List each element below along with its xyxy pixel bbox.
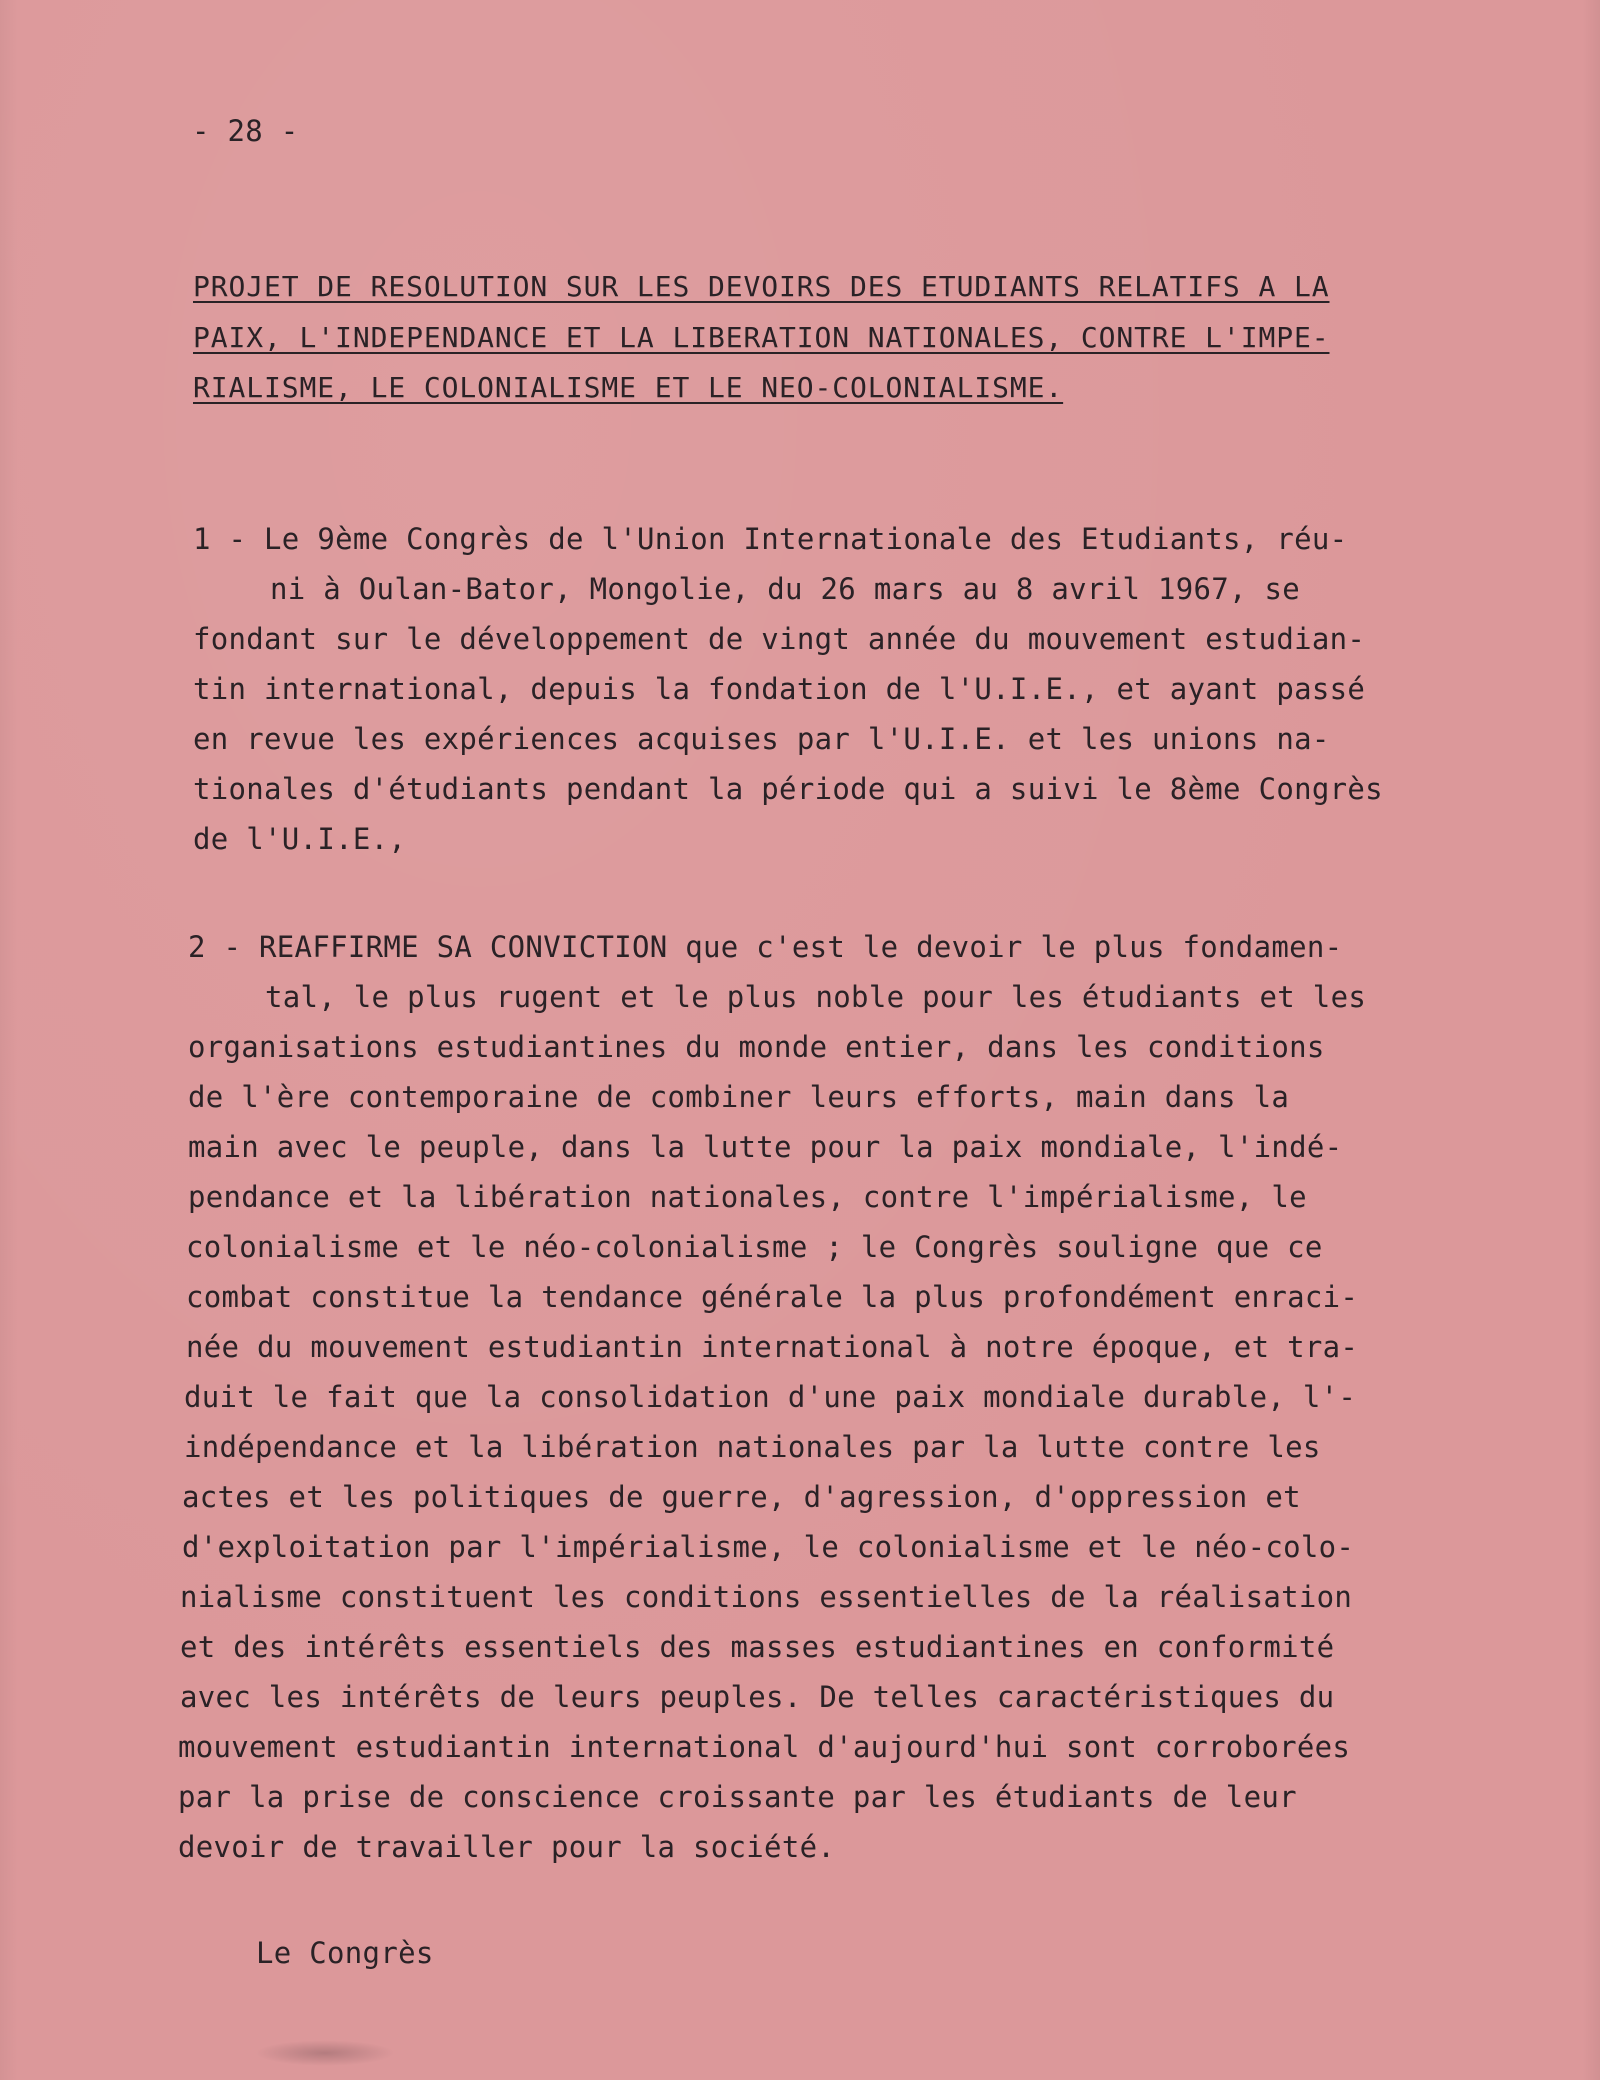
paragraph-line: d'exploitation par l'impérialisme, le colonialisme et le néo-colo- <box>182 1530 1355 1564</box>
paragraph-line: en revue les expériences acquises par l'U.I.E. et les unions na- <box>193 722 1330 756</box>
heading-line: PAIX, L'INDEPENDANCE ET LA LIBERATION NATIONALES, CONTRE L'IMPE- <box>193 321 1330 354</box>
paragraph-line: de l'ère contemporaine de combiner leurs efforts, main dans la <box>188 1080 1290 1114</box>
paragraph-line: de l'U.I.E., <box>193 822 407 856</box>
paragraph-line: ni à Oulan-Bator, Mongolie, du 26 mars au 8 avril 1967, se <box>270 572 1301 606</box>
smudge-mark <box>255 2040 395 2066</box>
paragraph-line: nialisme constituent les conditions essentielles de la réalisation <box>180 1580 1353 1614</box>
paragraph-line: main avec le peuple, dans la lutte pour la paix mondiale, l'indé- <box>188 1130 1343 1164</box>
page-number: - 28 - <box>192 114 299 148</box>
heading-line: PROJET DE RESOLUTION SUR LES DEVOIRS DES ETUDIANTS RELATIFS A LA <box>193 270 1330 303</box>
paragraph-line: actes et les politiques de guerre, d'agression, d'oppression et <box>182 1480 1301 1514</box>
closing-line: Le Congrès <box>256 1936 434 1970</box>
paragraph-line: et des intérêts essentiels des masses estudiantines en conformité <box>180 1630 1335 1664</box>
paragraph-line: née du mouvement estudiantin international à notre époque, et tra- <box>186 1330 1359 1364</box>
paragraph-line: 1 - Le 9ème Congrès de l'Union Internationale des Etudiants, réu- <box>193 522 1348 556</box>
paragraph-line: indépendance et la libération nationales par la lutte contre les <box>184 1430 1321 1464</box>
paragraph-line: tionales d'étudiants pendant la période qui a suivi le 8ème Congrès <box>193 772 1383 806</box>
paragraph-line: combat constitue la tendance générale la plus profondément enraci- <box>186 1280 1359 1314</box>
paragraph-line: avec les intérêts de leurs peuples. De telles caractéristiques du <box>180 1680 1335 1714</box>
paragraph-line: duit le fait que la consolidation d'une paix mondiale durable, l'- <box>184 1380 1357 1414</box>
paragraph-line: colonialisme et le néo-colonialisme ; le Congrès souligne que ce <box>186 1230 1323 1264</box>
paragraph-line: fondant sur le développement de vingt année du mouvement estudian- <box>193 622 1366 656</box>
paragraph-line: tin international, depuis la fondation de l'U.I.E., et ayant passé <box>193 672 1366 706</box>
paragraph-line: par la prise de conscience croissante par les étudiants de leur <box>178 1780 1297 1814</box>
paragraph-line: mouvement estudiantin international d'aujourd'hui sont corroborées <box>178 1730 1351 1764</box>
paragraph-line: devoir de travailler pour la société. <box>178 1830 836 1864</box>
paragraph-line: tal, le plus rugent et le plus noble pour les étudiants et les <box>265 980 1367 1014</box>
paragraph-line: pendance et la libération nationales, contre l'impérialisme, le <box>188 1180 1307 1214</box>
paragraph-line: 2 - REAFFIRME SA CONVICTION que c'est le devoir le plus fondamen- <box>188 930 1343 964</box>
heading-line: RIALISME, LE COLONIALISME ET LE NEO-COLONIALISME. <box>193 371 1064 404</box>
paragraph-line: organisations estudiantines du monde entier, dans les conditions <box>188 1030 1325 1064</box>
